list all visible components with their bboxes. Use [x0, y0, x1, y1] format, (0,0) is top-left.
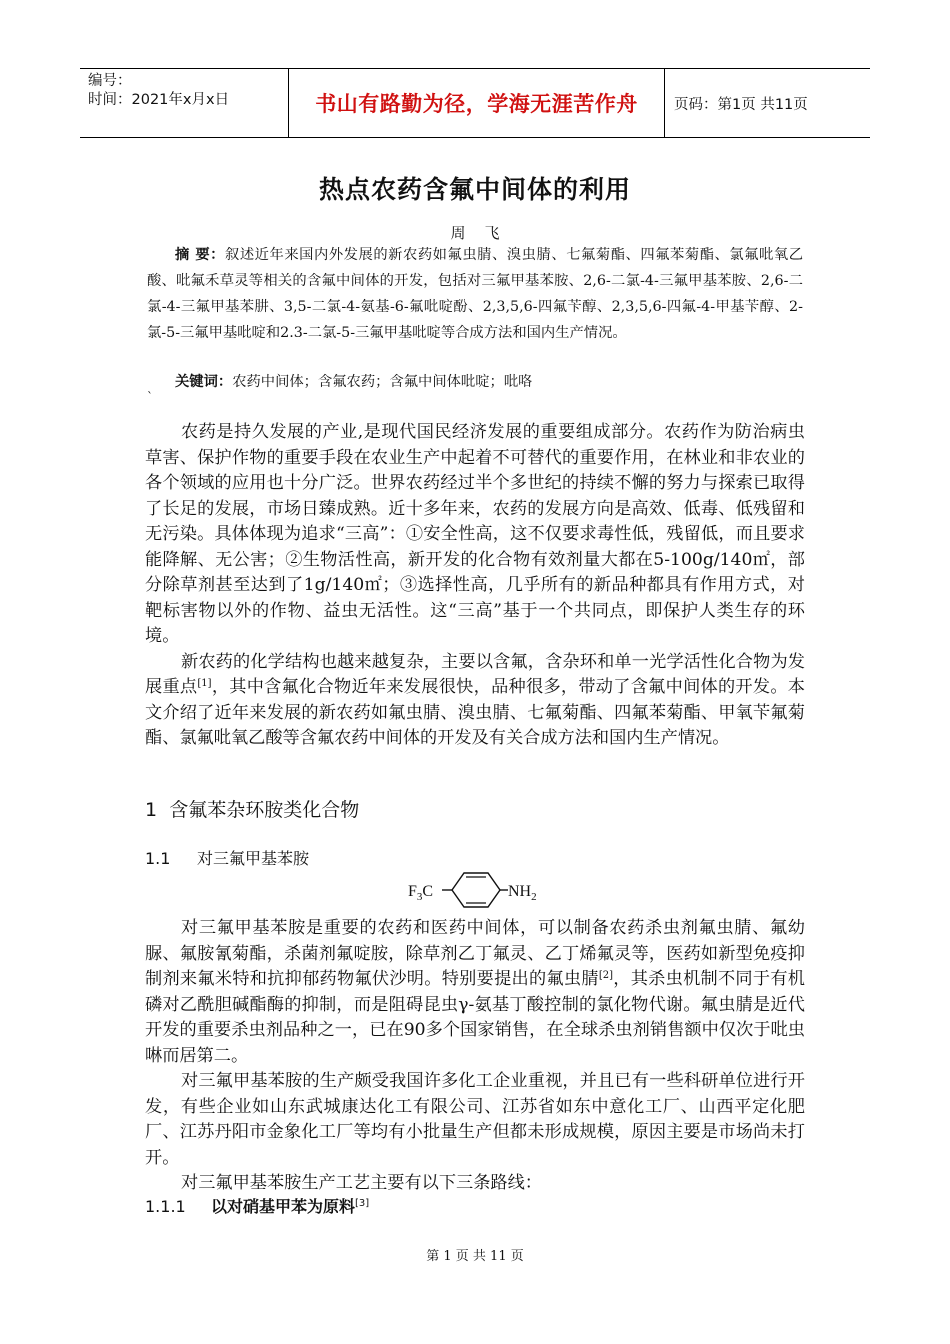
keywords-label: 关键词：	[175, 374, 233, 390]
header-page-info: 页码：第1页 共11页	[674, 96, 808, 113]
section-1-number: 1	[145, 799, 158, 821]
keywords	[175, 371, 532, 391]
intro-paragraph-1: 农药是持久发展的产业,是现代国民经济发展的重要组成部分。农药作为防治病虫草害、保护作物的重要手段在农业生产中起着不可替代的重要作用，在林业和非农业的各个领域的应用也十分广泛。世界农药经过半个多世纪的持续不懈的努力与探索已取得了长足的发展，市场日臻成熟。近十多年来，农药的发展方向是高效、低毒、低残留和无污染。具体体现为追求“三高”：①安全性高，这不仅要求毒性低，残留低，而且要求能降解、无公害；②生物活性高，新开发的化合物有效剂量大都在5-100g/140㎡，部分除草剂甚至达到了1g/140㎡；③选择性高，几乎所有的新品种都具有作用方式，对靶标害物以外的作物、益虫无活性。这“三高”基于一个共同点，即保护人类生存的环境。	[145, 422, 805, 646]
stray-mark: `	[147, 390, 153, 404]
section-1-1-heading	[145, 846, 309, 869]
abstract	[147, 242, 803, 346]
author: 周 飞	[450, 224, 500, 242]
abstract-text: 叙述近年来国内外发展的新农药如氟虫腈、溴虫腈、七氟菊酯、四氟苯菊酯、氯氟吡氧乙酸、吡氟禾草灵等相关的含氟中间体的开发，包括对三氟甲基苯胺、2,6-二氯-4-三氟甲基苯胺、2,6-二氯-4-三氟甲基苯肼、3,5-二氯-4-氨基-6-氟吡啶酚、2,3,5,6-四氟苄醇、2,3,5,6-四氟-4-甲基苄醇、2-氯-5-三氟甲基吡啶和2.3-二氯-5-三氟甲基吡啶等合成方法和国内生产情况。	[147, 247, 803, 341]
nh2-group-label: $NH_2$	[508, 883, 537, 903]
s11-paragraph-3: 对三氟甲基苯胺生产工艺主要有以下三条路线：	[181, 1173, 542, 1193]
s11-paragraph-2: 对三氟甲基苯胺的生产颇受我国许多化工企业重视，并且已有一些科研单位进行开发，有些企业如山东武城康达化工有限公司、江苏省如东中意化工厂、山西平定化肥厂、江苏丹阳市金象化工厂等均有小批量生产但都未形成规模，原因主要是市场尚未打开。	[145, 1071, 805, 1168]
document-title: 热点农药含氟中间体的利用	[318, 175, 631, 204]
keywords-text: 农药中间体；含氟农药；含氟中间体吡啶；吡咯	[232, 374, 533, 390]
code-label: 编号：	[88, 73, 132, 89]
intro-section	[145, 420, 805, 752]
citation-3: [3]	[355, 1198, 370, 1209]
intro-paragraph-2	[145, 650, 805, 752]
citation-1: [1]	[197, 678, 212, 689]
section-1-1-title: 对三氟甲基苯胺	[197, 849, 310, 868]
section-1-heading	[145, 795, 359, 822]
intro-p2-text-a: 新农药的化学结构也越来越复杂，主要以含氟，含杂环和单一光学活性化合物为发展重点	[145, 651, 805, 697]
section-1-1-body	[145, 916, 805, 1197]
header-motto: 书山有路勤为径，学海无涯苦作舟	[289, 69, 665, 137]
trifluoromethylaniline-structure	[408, 868, 538, 910]
citation-2: [2]	[598, 970, 613, 981]
s11-p1-text-b: ，其杀虫机制不同于有机磷对乙酰胆碱酯酶的抑制，而是阻碍昆虫γ-氨基丁酸控制的氯化物代谢。氟虫腈是近代开发的重要杀虫剂品种之一，已在90多个国家销售，在全球杀虫剂销售额中仅次于吡虫啉而居第二。	[145, 969, 805, 1066]
header-table	[80, 68, 870, 138]
page-footer: 第 1 页 共 11 页	[426, 1249, 524, 1264]
benzene-ring	[452, 873, 500, 907]
section-1-1-1-number: 1.1.1	[145, 1197, 186, 1216]
date-label: 时间：2021年x月x日	[88, 92, 230, 108]
section-1-1-1-heading	[145, 1194, 369, 1217]
section-1-title: 含氟苯杂环胺类化合物	[169, 799, 360, 821]
section-1-1-1-title: 以对硝基甲苯为原料	[211, 1197, 356, 1216]
header-meta-cell	[80, 69, 289, 137]
abstract-label: 摘 要：	[175, 247, 226, 263]
intro-p2-text-b: ，其中含氟化合物近年来发展很快，品种很多，带动了含氟中间体的开发。本文介绍了近年来发展的新农药如氟虫腈、溴虫腈、七氟菊酯、四氟苯菊酯、甲氧苄氟菊酯、氯氟吡氧乙酸等含氟农药中间体的开发及有关合成方法和国内生产情况。	[145, 677, 805, 748]
s11-p1-text-a: 对三氟甲基苯胺是重要的农药和医药中间体，可以制备农药杀虫剂氟虫腈、氟幼脲、氟胺氰菊酯，杀菌剂氟啶胺，除草剂乙丁氟灵、乙丁烯氟灵等，医药如新型免疫抑制剂来氟米特和抗抑郁药物氟伏沙明。特别要提出的氟虫腈	[145, 918, 805, 989]
section-1-1-number: 1.1	[145, 849, 171, 868]
cf3-group-label: $F_3C$	[408, 883, 434, 903]
s11-paragraph-1	[145, 916, 805, 1069]
